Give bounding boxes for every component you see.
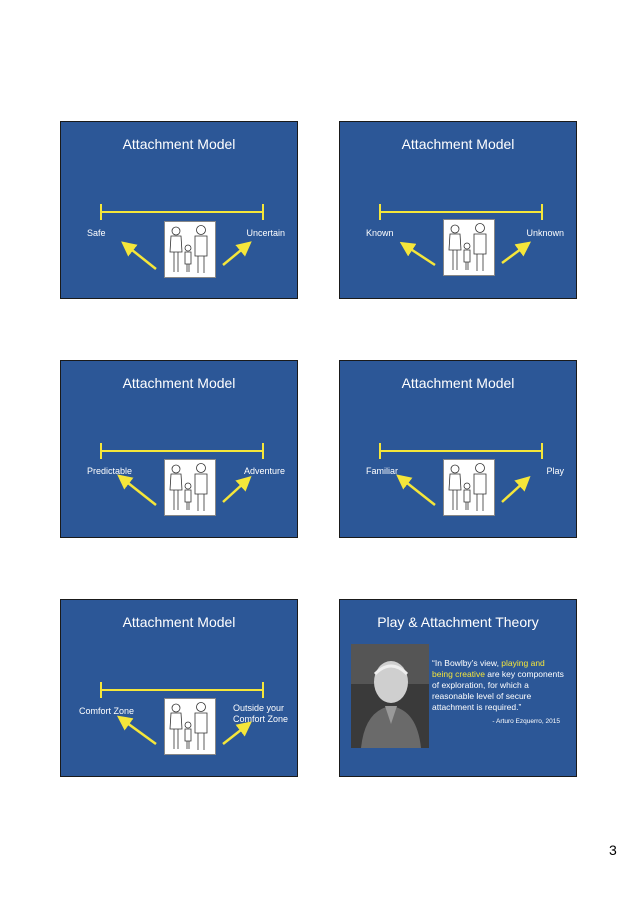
slide-title: Attachment Model: [122, 375, 236, 391]
left-label: Familiar: [366, 466, 399, 476]
left-label: Safe: [87, 228, 106, 238]
left-label: Comfort Zone: [79, 706, 135, 716]
slide-title: Attachment Model: [122, 614, 236, 630]
quote-highlight: playing and being creative: [432, 658, 545, 679]
right-label: Uncertain: [246, 228, 285, 238]
slide-6: [339, 599, 577, 777]
quote-text: “In Bowlby’s view, playing and being creative are key components of exploration, for which a reasonable level of secure attachment is required.”: [432, 658, 564, 712]
left-label: Known: [366, 228, 394, 238]
right-label: Outside your Comfort Zone: [233, 703, 289, 724]
page-number: 3: [609, 842, 617, 858]
slide-2: [339, 121, 577, 299]
slide-title: Play & Attachment Theory: [377, 614, 539, 630]
slide-title: Attachment Model: [401, 136, 515, 152]
slide-1: [60, 121, 298, 299]
family-illustration: [443, 219, 495, 276]
quote-attribution: - Arturo Ezquerro, 2015: [492, 718, 560, 725]
right-label: Unknown: [526, 228, 564, 238]
slide-3: [60, 360, 298, 538]
family-illustration: [443, 459, 495, 516]
right-label: Play: [546, 466, 564, 476]
family-illustration: [164, 698, 216, 755]
family-illustration: [164, 459, 216, 516]
slide-title: Attachment Model: [122, 136, 236, 152]
family-illustration: [164, 221, 216, 278]
right-label: Adventure: [243, 466, 285, 476]
slide-4: [339, 360, 577, 538]
portrait-photo: [351, 644, 429, 748]
slide-title: Attachment Model: [401, 375, 515, 391]
slide-5: [60, 599, 298, 777]
left-label: Predictable: [87, 466, 133, 476]
